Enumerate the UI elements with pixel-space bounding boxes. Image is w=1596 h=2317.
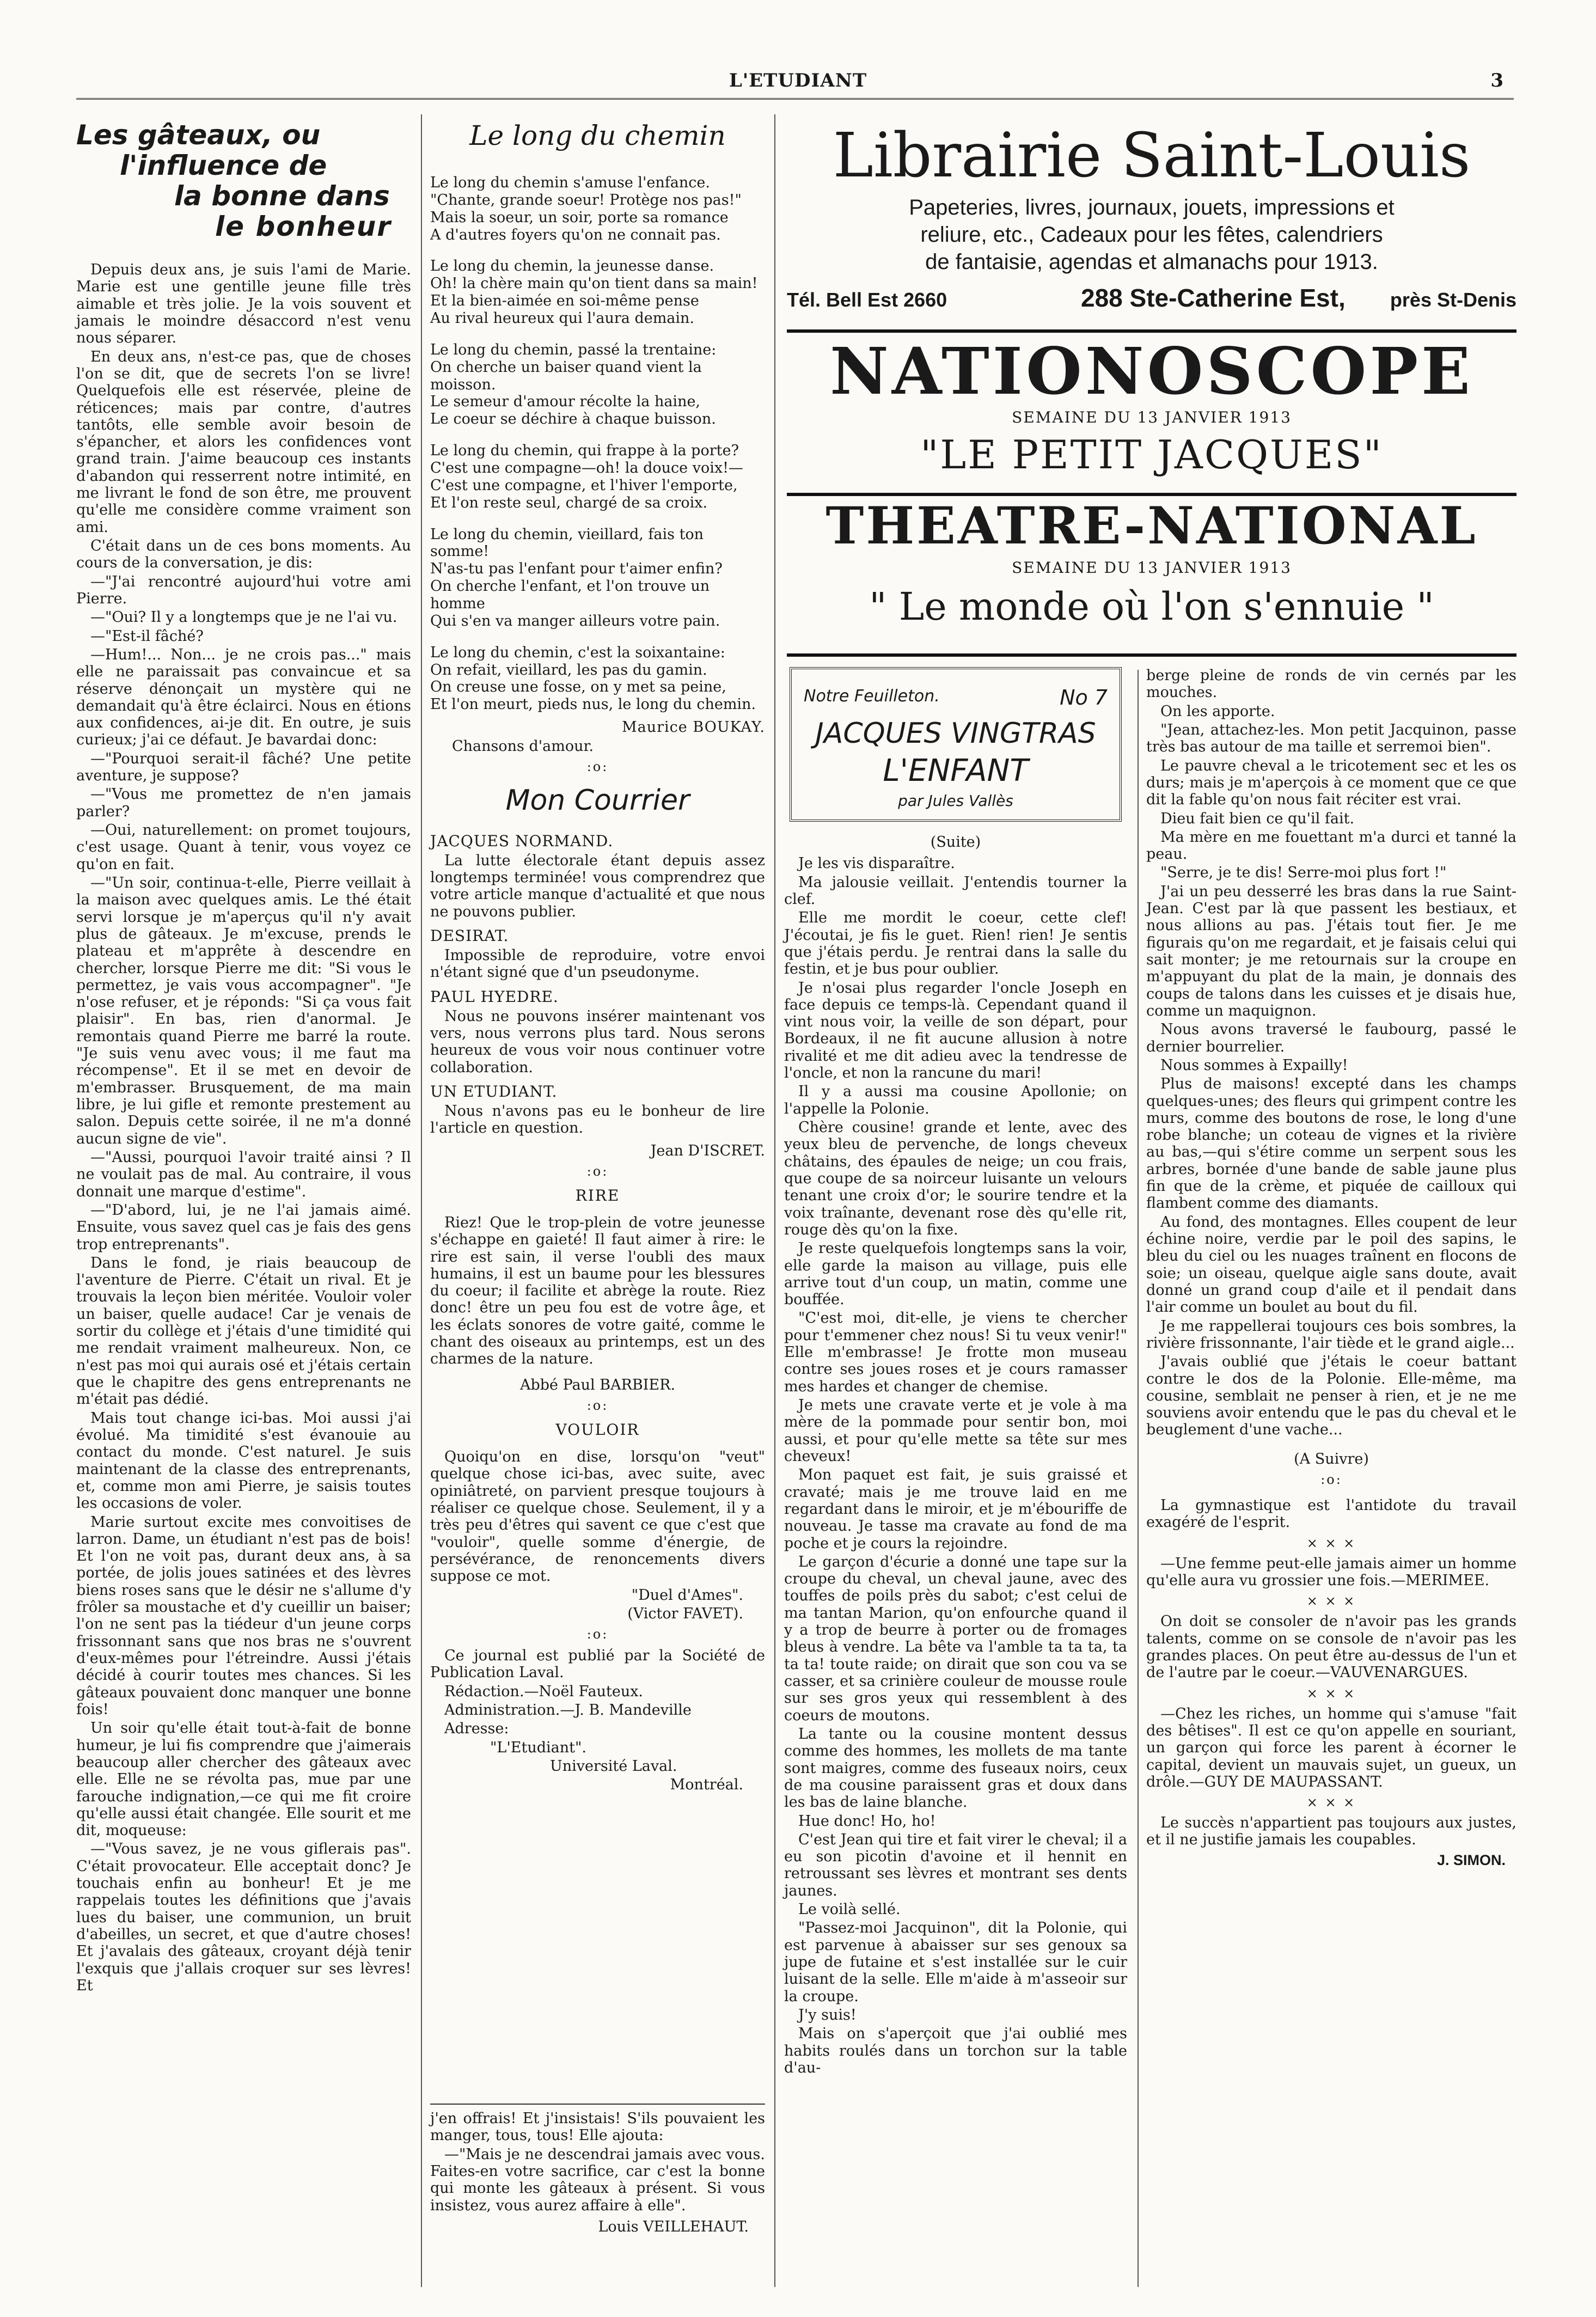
courrier-recipient: DESIRAT. <box>430 927 509 945</box>
paragraph: —"Vous savez, je ne vous giflerais pas". C'était provocateur. Elle acceptait donc? Je touchais enfin au bonheur! Et je me rappelais toutes les définitions que j'avais lues du baiser, une communion, un bruit d'abeilles, un secret, et que d'autre choses! Et j'avalais des gâteaux, croyant déjà tenir l'exquis que j'allais croquer sur ses lèvres! Et <box>76 1841 411 1994</box>
article-signature: Louis VEILLEHAUT. <box>598 2218 749 2235</box>
feuilleton-suivre: (A Suivre) <box>1294 1450 1369 1468</box>
stars: × × × <box>1306 1685 1356 1701</box>
courrier-title: Mon Courrier <box>505 784 690 817</box>
maxim: —Chez les riches, un homme qui s'amuse "fait des bêtises". Il est ce qu'on appelle en souriant, un garçon qui force les parent à écorner le capital, devient un mauvais sujet, un gueux, un drôle.—GUY DE MAUPASSANT. <box>1146 1705 1516 1790</box>
courrier-reply: Impossible de reproduire, votre envoi n'étant signé que d'un pseudonyme. <box>430 947 765 981</box>
courrier-reply: Nous n'avons pas eu le bonheur de lire l'article en question. <box>430 1102 765 1137</box>
courrier-reply: Nous ne pouvons insérer maintenant vos vers, nous verrons plus tard. Nous serons heureux de vous voir nous continuer votre collaboration. <box>430 1007 765 1076</box>
paragraph: —"Un soir, continua-t-elle, Pierre veillait à la maison avec quelques amis. Le thé était servi lorsque je m'aperçus qu'il n'y avait plus de gâteaux. Je m'excuse, prends le plateau et m'apprête à descendre en chercher, lorsque Pierre me dit: "Si vous le permettez, je vais vous accompagner". "Je n'ose refuser, et je réponds: "Si ça vous fait plaisir". En bas, rien d'anormal. Je remontais quand Pierre me barré la route. "Je suis venu avec vous; il me faut ma récompense". Et il se met en devoir de m'embrasser. Brusquement, de ma main libre, je lui gifle et remonte prestement au salon. Depuis cette soirée, il ne m'a donné aucun signe de vie". <box>76 874 411 1147</box>
theatre-title: THEATRE-NATIONAL <box>825 496 1478 556</box>
paragraph: —"Vous me promettez de n'en jamais parler? <box>76 786 411 820</box>
stanza: Le long du chemin, passé la trentaine: On cherche un baiser quand vient la moisson. Le semeur d'amour récolte la haine, Le coeur se déchire à chaque buisson. <box>430 341 717 428</box>
librairie-name: Librairie Saint-Louis <box>833 120 1471 191</box>
maxims <box>1146 1497 1516 1869</box>
vouloir-quote: "Duel d'Ames". <box>631 1586 743 1604</box>
theatre-play: " Le monde où l'on s'ennuie " <box>869 584 1434 629</box>
vouloir-signature: (Victor FAVET). <box>627 1605 743 1622</box>
feuilleton-book: L'ENFANT <box>883 753 1029 788</box>
paragraph: —Oui, naturellement: on promet toujours, c'est usage. Quant à tenir, vous voyez ce qu'on en fait. <box>76 822 411 873</box>
feuilleton-suite: (Suite) <box>930 834 981 851</box>
journal-name: L'ETUDIANT <box>729 70 867 91</box>
vouloir-text: Quoiqu'on en dise, lorsqu'on "veut" quelque chose ici-bas, avec suite, avec opiniâtreté, on parvient presque toujours à réaliser ce quelque chose. Seulement, il y a très peu d'êtres qui savent ce que c'est que "vouloir", quelle somme d'énergie, de persévérance, de renoncements divers suppose ce mot. <box>430 1448 765 1585</box>
paragraph: —"Pourquoi serait-il fâché? Une petite aventure, je suppose? <box>76 750 411 785</box>
maxim: —Une femme peut-elle jamais aimer un homme qu'elle aura vu grossier une fois.—MERIMEE. <box>1146 1555 1516 1589</box>
paragraph: Marie surtout excite mes convoitises de larron. Dame, un étudiant n'est pas de bois! Et l'on ne voit pas, durant deux ans, à sa portée, de jolis joues satinées et des lèvres biens roses sans que le désir ne s'allume d'y frôler sa moustache et d'y cueillir un baiser; l'on ne sent pas la tiédeur d'un jeune corps frissonnant sans que nos bras ne s'ouvrent d'eux-mêmes pour l'étreindre. Aussi j'étais décidé à courir toutes mes chances. Si les gâteaux pouvaient donc manquer une bonne fois! <box>76 1513 411 1718</box>
stanza: Le long du chemin, la jeunesse danse. Oh! la chère main qu'on tient dans sa main! Et la bien-aimée en soi-même pense Au rival heureux qui l'aura demain. <box>430 258 758 327</box>
column-rule-1 <box>421 114 422 2287</box>
maxim: La gymnastique est l'antidote du travail exagéré de l'esprit. <box>1146 1497 1516 1531</box>
running-head <box>0 70 1596 97</box>
paragraph: Un soir qu'elle était tout-à-fait de bonne humeur, je lui fis comprendre que j'aimerais beaucoup aller chercher des gâteaux avec elle. Elle ne se révolta pas, mue par une farouche indignation,—ce qui me fit croire qu'elle aussi était changée. Elle sourit et me dit, moqueuse: <box>76 1720 411 1839</box>
stars: × × × <box>1306 1795 1356 1811</box>
center-column <box>430 120 765 1795</box>
feuilleton-by: par Jules Vallès <box>898 792 1013 810</box>
vouloir-title: VOULOIR <box>555 1421 640 1439</box>
paragraph: En deux ans, n'est-ce pas, que de choses l'on se dit, que de secrets l'on se livre! Quelquefois elle est réservée, pleine de réticences; mais par contre, d'autres tantôts, elle semble avoir besoin de s'épancher, et alors les confidences vont grand train. J'aime beaucoup ces instants d'abandon qui resserrent notre intimité, en me livrant le fond de son être, me prouvent qu'elle me considère comme vraiment son ami. <box>76 348 411 536</box>
librairie-phone: Tél. Bell Est 2660 <box>787 289 947 311</box>
separator: :o: <box>586 1398 609 1414</box>
feuilleton-header: Notre Feuilleton. No 7 <box>804 686 1108 710</box>
paragraph: —"J'ai rencontré aujourd'hui votre ami Pierre. <box>76 573 411 607</box>
nationoscope-film: "LE PETIT JACQUES" <box>920 431 1383 478</box>
nationoscope-title: NATIONOSCOPE <box>830 333 1473 409</box>
stanza: Le long du chemin, qui frappe à la porte? C'est une compagne—oh! la douce voix!— C'est une compagne, et l'hiver l'emporte, Et l'on reste seul, chargé de sa croix. <box>430 442 743 511</box>
maxim: Le succès n'appartient pas toujours aux justes, et il ne justifie jamais les coupables. <box>1146 1814 1516 1849</box>
stanza: Le long du chemin s'amuse l'enfance. "Chante, grande soeur! Protège nos pas!" Mais la soeur, un soir, porte sa romance A d'autres foyers qu'on ne connait pas. <box>430 174 742 243</box>
poem-title: Le long du chemin <box>469 120 726 151</box>
ad-librairie: Librairie Saint-Louis Papeteries, livres, journaux, jouets, impressions et reliure, etc., Cadeaux pour les fêtes, calendriers de fantaisie, agendas et almanachs pour 1913. Tél. Bell Est 2660 288 Ste-Catherine Est, près St-Denis <box>787 123 1516 316</box>
paragraph: Depuis deux ans, je suis l'ami de Marie. Marie est une gentille jeune fille très aimable et très jolie. Je la vois souvent et jamais le moindre désaccord n'est venu nous séparer. <box>76 261 411 347</box>
rire-signature: Abbé Paul BARBIER. <box>519 1376 676 1393</box>
article-gateaux <box>76 120 411 1996</box>
feuilleton-column-b: berge pleine de ronds de vin cernés par les mouches. On les apporte. "Jean, attachez-les. Mon petit Jacquinon, passe très bas autour de ma taille et serremoi bien". Le pauvre cheval a le tricotement sec et les os durs; mais je m'aperçois à ce moment que ce que dit la fable qu'on nous fait réciter est vrai. Dieu fait bien ce qu'il fait. Ma mère en me fouettant m'a durci et tanné la peau. "Serre, je te dis! Serre-moi plus fort !" J'ai un peu desserré les bras dans la rue Saint-Jean. C'est par là que passent les bestiaux, et nous allions au pas. J'étais tout fier. Je me figurais qu'on me regardait, et je faisais celui qui sait monter; je me retournais sur la croupe en m'appuyant du plat de la main, je donnais des coups de talons dans les cuisses et je disais hue, comme un maquignon. Nous avons traversé le faubourg, passé le dernier bourrelier. Nous sommes à Expailly! Plus de maisons! excepté dans les champs quelques-unes; des fleurs qui grimpent contre les murs, comme des boutons de rose, le long d'une robe blanche; un coteau de vignes et la rivière au bas,—qui s'étire comme un serpent sous les arbres, bornée d'une bande de sable jaune plus fin que de la crème, et piquée de cailloux qui flambent comme des diamants. Au fond, des montagnes. Elles coupent de leur échine noire, verdie par le poil des sapins, le bleu du ciel ou les nuages traînent en flocons de soie; un oiseau, quelque aigle sans doute, avait donné un grand coup d'aile et il pendait dans l'air comme un boulet au bout du fil. Je me rappellerai toujours ces bois sombres, la rivière frissonnante, l'air tiède et le grand aigle... J'avais oublié que j'étais le coeur battant contre le dos de la Polonie. Elle-même, ma cousine, semblait ne penser à rien, et je ne me souviens avoir entendu que le pas du cheval et le beuglement d'une vache... (A Suivre) :o: La gymnastique est l'antidote du travail exagéré de l'esprit. × × × —Une femme peut-elle jamais aimer un homme qu'elle aura vu grossier une fois.—MERIMEE. × × × On doit se consoler de n'avoir pas les grands talents, comme on se console de n'avoir pas les grandes places. On peut être au-dessus de l'un et de l'autre par le coeur.—VAUVENARGUES. × × × —Chez les riches, un homme qui s'amuse "fait des bêtises". Il est ce qu'on appelle en souriant, un garçon qui force les parent à écorner le capital, devient un mauvais sujet, un gueux, un drôle.—GUY DE MAUPASSANT. × × × Le succès n'appartient pas toujours aux justes, et il ne justifie jamais les coupables. J. SIMON. <box>1146 667 1516 1868</box>
rire-title: RIRE <box>575 1186 620 1205</box>
stars: × × × <box>1306 1593 1356 1609</box>
poem <box>430 174 765 713</box>
courrier-recipient: JACQUES NORMAND. <box>430 832 614 850</box>
paragraph: —"D'abord, lui, je ne l'ai jamais aimé. Ensuite, vous savez quel cas je fais des gens trop entreprenants". <box>76 1201 411 1253</box>
separator: :o: <box>1320 1472 1342 1488</box>
separator: :o: <box>586 1627 609 1642</box>
article-body <box>76 261 411 1994</box>
stars: × × × <box>1306 1535 1356 1551</box>
continuation-rule <box>430 2104 765 2105</box>
ad-rule <box>787 329 1516 333</box>
librairie-near: près St-Denis <box>1390 289 1516 311</box>
ad-theatre: THEATRE-NATIONAL SEMAINE DU 13 JANVIER 1913 " Le monde où l'on s'ennuie " <box>787 498 1516 629</box>
courrier-recipient: UN ETUDIANT. <box>430 1082 558 1101</box>
maxims-signature: J. SIMON. <box>1436 1851 1506 1868</box>
paragraph: —"Oui? Il y a longtemps que je ne l'ai vu. <box>90 609 398 626</box>
paragraph: C'était dans un de ces bons moments. Au cours de la conversation, je dis: <box>76 537 411 572</box>
article-title: Les gâteaux, ou l'influence de la bonne dans le bonheur <box>76 119 392 242</box>
feuilleton-column-a: Notre Feuilleton. No 7 JACQUES VINGTRAS L'ENFANT par Jules Vallès (Suite) Je les vis disparaître. Ma jalousie veillait. J'entendis tourner la clef. Elle me mordit le coeur, cette clef! J'écoutai, je fis le guet. Rien! rien! Je sentis que j'étais perdu. Je rentrai dans la salle du festin, et je bus pour oublier. Je n'osai plus regarder l'oncle Joseph en face depuis ce temps-là. Cependant quand il vint nous voir, la veille de son départ, pour Bordeaux, il ne fit aucune allusion à notre rivalité et me dit adieu avec la tendresse de l'oncle, et non la rancune du mari! Il y a aussi ma cousine Apollonie; on l'appelle la Polonie. Chère cousine! grande et lente, avec des yeux bleu de pervenche, de longs cheveux châtains, des épaules de neige; un cou frais, que coupe de sa noirceur luisante un velours tenant une croix d'or; le sourire tendre et la voix traînante, devenant rose dès qu'elle rit, rouge dès qu'on la fixe. Je reste quelquefois longtemps sans la voir, elle garde la maison au village, puis elle arrive tout d'un coup, un matin, comme une bouffée. "C'est moi, dit-elle, je viens te chercher pour t'emmener chez nous! Si tu veux venir!" Elle m'embrasse! Je frotte mon museau contre ses joues roses et je cours ramasser mes hardes et changer de chemise. Je mets une cravate verte et je vole à ma mère de la pommade pour sentir bon, moi aussi, et pour qu'elle mette sa tête sur mes cheveux! Mon paquet est fait, je suis graissé et cravaté; mais je me trouve laid en me regardant dans le miroir, et je m'ébouriffe de nouveau. Je tasse ma cravate au fond de ma poche et je cours la rejoindre. Le garçon d'écurie a donné une tape sur la croupe du cheval, un cheval jaune, avec des touffes de poils près du sabot; c'est celui de ma tantan Marion, qu'on enfourche quand il y a trop de beurre à porter ou de fromages bleus à vendre. La bête va l'amble ta ta ta, ta ta ta! toute raide; on dirait que son cou va se casser, et sa crinière couleur de mousse roule sur ses gros yeux qui ressemblent à des coeurs de moutons. La tante ou la cousine montent dessus comme des hommes, les mollets de ma tante sont maigres, comme des fuseaux noirs, ceux de ma cousine paraissent gras et doux dans les bas de laine blanche. Hue donc! Ho, ho! C'est Jean qui tire et fait virer le cheval; il a eu son picotin d'avoine et il hennit en retroussant ses lèvres et montrant ses dents jaunes. Le voilà sellé. "Passez-moi Jacquinon", dit la Polonie, qui est parvenue à abaisser sur ses genoux sa jupe de futaine et s'est installée sur le cuir luisant de la selle. Elle m'aide à m'asseoir sur la croupe. J'y suis! Mais on s'aperçoit que j'ai oublié mes habits roulés dans un torchon sur la table d'au- <box>784 667 1127 2078</box>
paragraph: Dans le fond, je riais beaucoup de l'aventure de Pierre. C'était un rival. Et je trouvais la leçon bien méritée. Vouloir voler un baiser, quelle audace! Car je venais de sortir du collège et j'étais d'une timidité qui me rendait vraiment malheureux. Non, ce n'est pas moi qui aurais osé et j'étais certain que le chapitre des gens entreprenants ne m'était pas dédié. <box>76 1254 411 1408</box>
courrier-reply: La lutte électorale étant depuis assez longtemps terminée! vous comprendrez que votre article manque d'actualité et que nous ne pouvons publier. <box>430 852 765 920</box>
librairie-address: 288 Ste-Catherine Est, <box>1081 284 1346 313</box>
poem-source: Chansons d'amour. <box>452 737 594 755</box>
stanza: Le long du chemin, c'est la soixantaine: On refait, vieillard, les pas du gamin. On creuse une fosse, on y met sa peine, Et l'on meurt, pieds nus, le long du chemin. <box>430 644 756 713</box>
article-gateaux-continuation: j'en offrais! Et j'insistais! S'ils pouvaient les manger, tous, tous! Elle ajouta: —"Mais je ne descendrai jamais avec vous. Faites-en votre sacrifice, car c'est la bonne qui monte les gâteaux à présent. Si vous insistez, vous aurez affaire à elle". Louis VEILLEHAUT. <box>430 2110 765 2237</box>
maxim: On doit se consoler de n'avoir pas les grands talents, comme on se console de n'avoir pas les grandes places. On peut être au-dessus de l'un et de l'autre par le coeur.—VAUVENARGUES. <box>1146 1613 1516 1682</box>
ad-nationoscope: NATIONOSCOPE SEMAINE DU 13 JANVIER 1913 "LE PETIT JACQUES" <box>787 338 1516 478</box>
paragraph: Mais tout change ici-bas. Moi aussi j'ai évolué. Ma timidité s'est évanouie au contact du monde. C'est naturel. Je suis maintenant de la classe des entreprenants, et, comme mon ami Pierre, je saisis toutes les occasions de voler. <box>76 1409 411 1512</box>
courrier-recipient: PAUL HYEDRE. <box>430 987 559 1006</box>
ad-rule <box>787 653 1516 657</box>
stanza: Le long du chemin, vieillard, fais ton somme! N'as-tu pas l'enfant pour t'aimer enfin? On cherche l'enfant, et l'on trouve un homme Qui s'en va manger ailleurs votre pain. <box>430 525 723 629</box>
separator: :o: <box>586 759 609 774</box>
column-rule-2 <box>774 114 775 2287</box>
paragraph: —"Aussi, pourquoi l'avoir traité ainsi ? Il ne voulait pas de mal. Au contraire, il vous donnait une marque d'estime". <box>76 1148 411 1200</box>
paragraph: —Hum!... Non... je ne crois pas..." mais elle ne paraissait pas convaincue et sa réserve dénonçait un mystère qui ne demandait qu'à être éclairci. Nous en étions aux confidences, ai-je dit. En outre, je suis curieux; j'ai ce défaut. Je bavardai donc: <box>76 646 411 749</box>
poem-author: Maurice BOUKAY. <box>622 719 765 736</box>
courrier-signature: Jean D'ISCRET. <box>650 1142 765 1159</box>
librairie-contact <box>787 283 1516 316</box>
colophon: Ce journal est publié par la Société de Publication Laval. Rédaction.—Noël Fauteux. Administration.—J. B. Mandeville Adresse: "L'Etudiant". Université Laval. Montréal. <box>430 1647 765 1794</box>
separator: :o: <box>586 1163 609 1179</box>
column-rule-3 <box>1138 670 1139 2287</box>
paragraph: —"Est-il fâché? <box>90 627 204 645</box>
rire-text: Riez! Que le trop-plein de votre jeunesse s'échappe en gaieté! Il faut aimer à rire: le rire est sain, il verse l'oubli des maux humains, il est un baume pour les blessures du coeur; il facilite et abrège la route. Riez donc! être un peu fou est de votre âge, et les éclats sonores de votre gaité, comme le chant des oiseaux au printemps, est un des charmes de la nature. <box>430 1214 765 1368</box>
feuilleton-box <box>790 667 1122 822</box>
header-rule <box>76 98 1514 100</box>
feuilleton-author-title: JACQUES VINGTRAS <box>815 717 1096 750</box>
page-number: 3 <box>1490 70 1503 91</box>
